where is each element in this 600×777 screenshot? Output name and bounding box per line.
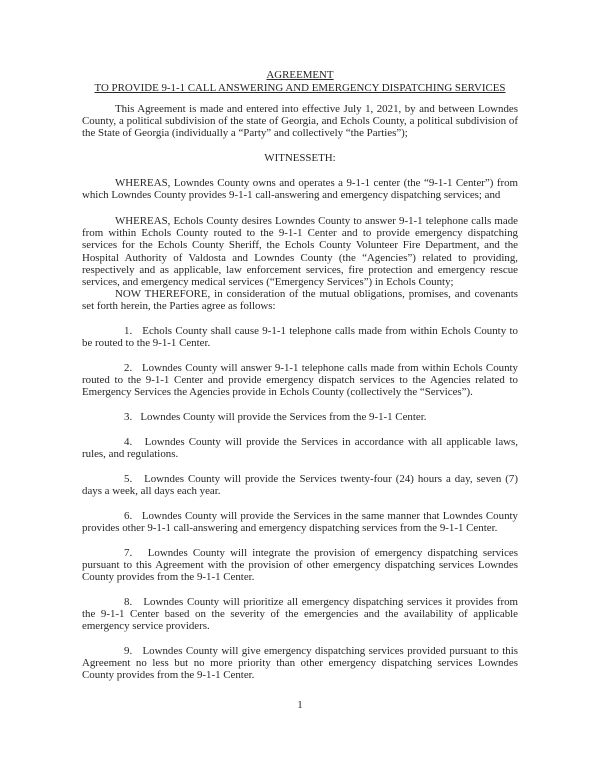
clause-6: 6. Lowndes County will provide the Services in the same manner that Lowndes County provides other 9-1-1 call-answering and emergency dispatching services from the 9-1-1 Center. xyxy=(82,510,518,535)
witnesseth-heading: WITNESSETH: xyxy=(264,152,336,164)
clause-1: 1. Echols County shall cause 9-1-1 telephone calls made from within Echols County to be routed to the 9-1-1 Center. xyxy=(82,325,518,350)
clause-9: 9. Lowndes County will give emergency dispatching services provided pursuant to this Agreement no less but no more priority than other emergency dispatching services Lowndes County provides from the 9-1-1 Center. xyxy=(82,645,518,682)
page-number: 1 xyxy=(297,699,303,711)
clause-2: 2. Lowndes County will answer 9-1-1 telephone calls made from within Echols County routed to the 9-1-1 Center and provide emergency dispatch services to the Agencies related to Emergency Services the Agencies provide in Echols County (collectively the “Services”). xyxy=(82,362,518,399)
clause-8: 8. Lowndes County will prioritize all emergency dispatching services it provides from the 9-1-1 Center based on the severity of the emergencies and the availability of applicable emergency service providers. xyxy=(82,596,518,633)
clause-4: 4. Lowndes County will provide the Services in accordance with all applicable laws, rules, and regulations. xyxy=(82,436,518,461)
whereas-paragraph: WHEREAS, Lowndes County owns and operates a 9-1-1 center (the “9-1-1 Center”) from which Lowndes County provides 9-1-1 call-answering and emergency dispatching services; and xyxy=(82,177,518,202)
clause-7: 7. Lowndes County will integrate the provision of emergency dispatching services pursuant to this Agreement with the provision of other emergency dispatching services Lowndes County provides from the 9-1-1 Center. xyxy=(82,547,518,584)
preamble-paragraph: This Agreement is made and entered into effective July 1, 2021, by and between Lowndes County, a political subdivision of the state of Georgia, and Echols County, a political subdivision of the State of Georgia (individually a “Party” and collectively “the Parties”); xyxy=(82,103,518,140)
clause-5: 5. Lowndes County will provide the Services twenty-four (24) hours a day, seven (7) days a week, all days each year. xyxy=(82,473,518,498)
document-title: AGREEMENT xyxy=(266,69,334,81)
whereas-paragraph: WHEREAS, Echols County desires Lowndes County to answer 9-1-1 telephone calls made from within Echols County routed to the 9-1-1 Center and to provide emergency dispatching services for the Echols County Sheriff, the Echols County Volunteer Fire Department, and the Hospital Authority of Valdosta and Lowndes County (the “Agencies”) related to providing, respectively and as applicable, law enforcement services, fire protection and emergency rescue services, and emergency medical services (“Emergency Services”) in Echols County; xyxy=(82,215,518,289)
clause-3: 3. Lowndes County will provide the Services from the 9-1-1 Center. xyxy=(124,411,427,423)
document-subtitle: TO PROVIDE 9-1-1 CALL ANSWERING AND EMERGENCY DISPATCHING SERVICES xyxy=(94,82,506,94)
now-therefore-paragraph: NOW THEREFORE, in consideration of the mutual obligations, promises, and covenants set forth herein, the Parties agree as follows: xyxy=(82,288,518,313)
